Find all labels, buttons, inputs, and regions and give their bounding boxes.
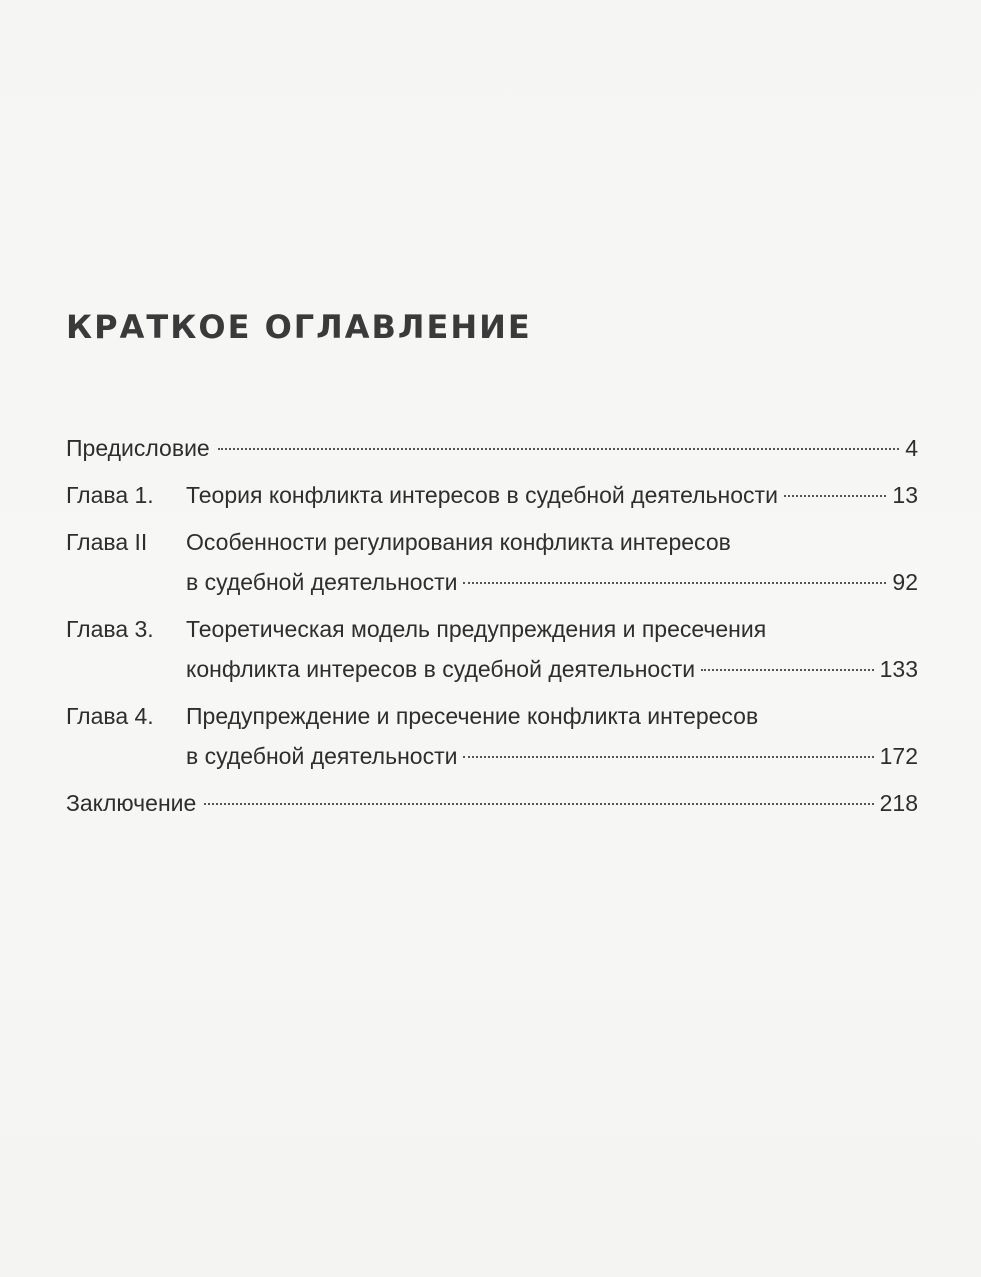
toc-entry-title-continued: в судебной деятельности: [186, 569, 458, 595]
toc-entry-title: Теория конфликта интересов в судебной деятельности: [186, 482, 778, 508]
table-of-contents: [66, 428, 918, 830]
dot-leader: [204, 803, 873, 805]
dot-leader: [701, 669, 874, 671]
toc-page-number: 172: [879, 743, 918, 769]
toc-entry-chapter-3: [66, 609, 918, 689]
dot-leader: [463, 582, 886, 584]
toc-page-number: 133: [879, 656, 918, 682]
toc-entry-title: Заключение: [66, 790, 197, 816]
chapter-label: Глава II: [66, 529, 148, 555]
toc-entry-title-continued: конфликта интересов в судебной деятельности: [186, 656, 696, 682]
toc-entry-title: Особенности регулирования конфликта интересов: [186, 529, 731, 555]
chapter-label: Глава 3.: [66, 616, 154, 642]
toc-page-number: 92: [892, 569, 918, 595]
page-title: КРАТКОЕ ОГЛАВЛЕНИЕ: [66, 308, 532, 346]
toc-entry-conclusion: [66, 783, 918, 823]
toc-entry-title: Предисловие: [66, 435, 210, 461]
dot-leader: [218, 448, 899, 450]
chapter-label: Глава 4.: [66, 703, 154, 729]
dot-leader: [463, 756, 873, 758]
toc-page-number: 13: [892, 482, 918, 508]
dot-leader: [784, 495, 886, 497]
toc-entry-chapter-1: [66, 475, 918, 515]
toc-entry-preface: [66, 428, 918, 468]
toc-entry-chapter-4: [66, 696, 918, 776]
toc-entry-chapter-2: [66, 522, 918, 602]
chapter-label: Глава 1.: [66, 482, 154, 508]
toc-entry-title: Теоретическая модель предупреждения и пресечения: [186, 616, 767, 642]
toc-page-number: 4: [905, 435, 918, 461]
toc-entry-title: Предупреждение и пресечение конфликта интересов: [186, 703, 759, 729]
toc-entry-title-continued: в судебной деятельности: [186, 743, 458, 769]
toc-page-number: 218: [879, 790, 918, 816]
